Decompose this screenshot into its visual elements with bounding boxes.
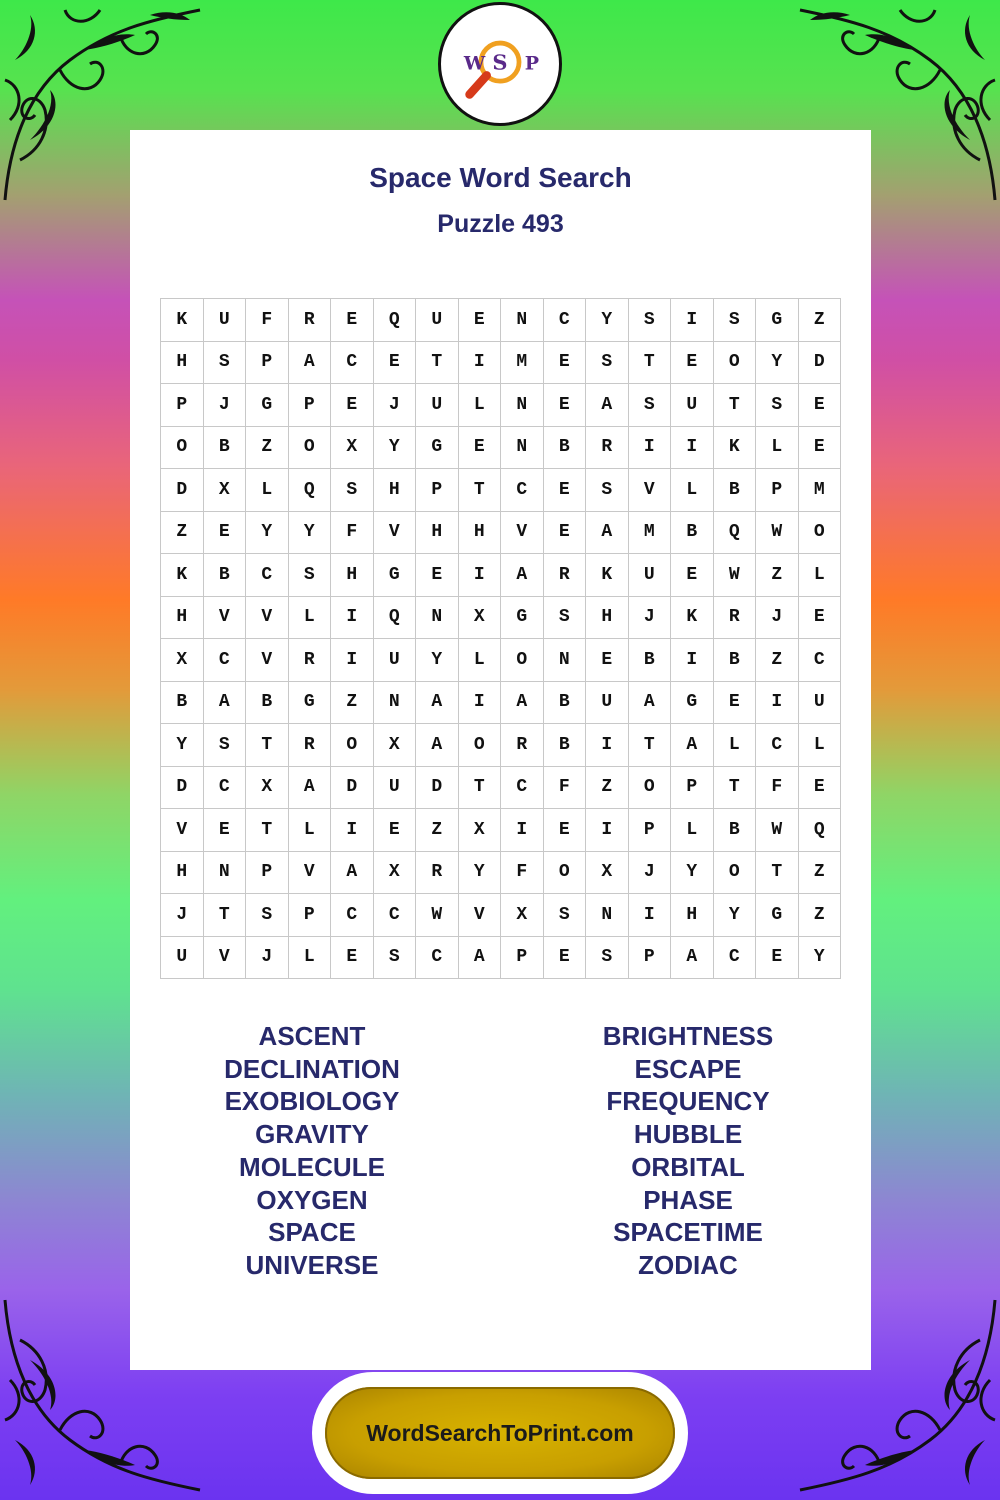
grid-cell[interactable]: R xyxy=(289,639,332,682)
website-button[interactable] xyxy=(325,1387,675,1479)
grid-cell[interactable]: K xyxy=(671,597,714,640)
grid-cell[interactable]: C xyxy=(331,894,374,937)
grid-cell[interactable]: O xyxy=(714,342,757,385)
grid-cell[interactable]: O xyxy=(714,852,757,895)
page-title: Space Word Search xyxy=(369,162,632,193)
grid-cell[interactable]: F xyxy=(544,767,587,810)
grid-cell[interactable]: B xyxy=(161,682,204,725)
grid-cell[interactable]: A xyxy=(331,852,374,895)
grid-cell[interactable]: V xyxy=(161,809,204,852)
word-item: ASCENT xyxy=(258,1021,366,1051)
word-item: UNIVERSE xyxy=(245,1249,379,1280)
grid-cell[interactable]: E xyxy=(799,427,842,470)
grid-cell[interactable]: M xyxy=(501,342,544,385)
grid-cell[interactable]: C xyxy=(501,767,544,810)
grid-cell[interactable]: T xyxy=(629,342,672,385)
grid-cell[interactable]: O xyxy=(459,724,502,767)
grid-cell[interactable]: S xyxy=(374,937,417,980)
grid-cell[interactable]: A xyxy=(416,724,459,767)
grid-cell[interactable]: R xyxy=(289,299,332,342)
grid-cell[interactable]: N xyxy=(501,299,544,342)
grid-cell[interactable]: V xyxy=(246,597,289,640)
grid-cell[interactable]: Y xyxy=(289,512,332,555)
grid-cell[interactable]: L xyxy=(671,809,714,852)
grid-cell[interactable]: L xyxy=(289,597,332,640)
magnifier-handle xyxy=(470,75,487,94)
grid-cell[interactable]: G xyxy=(246,384,289,427)
grid-cell[interactable]: V xyxy=(629,469,672,512)
grid-cell[interactable]: C xyxy=(501,469,544,512)
grid-cell[interactable]: B xyxy=(714,639,757,682)
grid-cell[interactable]: Z xyxy=(416,809,459,852)
logo-letter-s: S xyxy=(492,49,508,75)
grid-cell[interactable]: Y xyxy=(714,894,757,937)
grid-cell[interactable]: Y xyxy=(246,512,289,555)
grid-cell[interactable]: V xyxy=(501,512,544,555)
grid-cell[interactable]: T xyxy=(459,469,502,512)
grid-cell[interactable]: B xyxy=(204,427,247,470)
grid-cell[interactable]: S xyxy=(204,342,247,385)
grid-cell[interactable]: X xyxy=(374,724,417,767)
grid-cell[interactable]: A xyxy=(629,682,672,725)
grid-cell[interactable]: E xyxy=(331,384,374,427)
grid-cell[interactable]: U xyxy=(799,682,842,725)
grid-cell[interactable]: I xyxy=(331,809,374,852)
grid-cell[interactable]: H xyxy=(331,554,374,597)
grid-cell[interactable]: B xyxy=(246,682,289,725)
grid-cell[interactable]: E xyxy=(544,512,587,555)
grid-cell[interactable]: A xyxy=(416,682,459,725)
grid-cell[interactable]: T xyxy=(714,767,757,810)
grid-cell[interactable]: J xyxy=(756,597,799,640)
grid-cell[interactable]: G xyxy=(289,682,332,725)
grid-cell[interactable]: P xyxy=(671,767,714,810)
grid-cell[interactable]: E xyxy=(756,937,799,980)
grid-cell[interactable]: D xyxy=(331,767,374,810)
grid-cell[interactable]: E xyxy=(374,342,417,385)
grid-cell[interactable]: E xyxy=(799,767,842,810)
word-item: OXYGEN xyxy=(256,1184,368,1215)
grid-cell[interactable]: I xyxy=(459,342,502,385)
grid-cell[interactable]: D xyxy=(161,767,204,810)
grid-cell[interactable]: V xyxy=(374,512,417,555)
logo-letter-p: P xyxy=(524,52,540,75)
grid-cell[interactable]: Z xyxy=(799,299,842,342)
grid-cell[interactable]: U xyxy=(586,682,629,725)
grid-cell[interactable]: E xyxy=(544,937,587,980)
grid-cell[interactable]: B xyxy=(671,512,714,555)
word-item: BRIGHTNESS xyxy=(602,1021,774,1051)
grid-cell[interactable]: L xyxy=(246,469,289,512)
grid-cell[interactable]: I xyxy=(331,639,374,682)
grid-cell[interactable]: Q xyxy=(799,809,842,852)
grid-cell[interactable]: J xyxy=(161,894,204,937)
grid-cell[interactable]: T xyxy=(246,724,289,767)
grid-cell[interactable]: C xyxy=(331,342,374,385)
grid-cell[interactable]: O xyxy=(629,767,672,810)
grid-cell[interactable]: Y xyxy=(586,299,629,342)
grid-cell[interactable]: M xyxy=(629,512,672,555)
grid-cell[interactable]: A xyxy=(289,342,332,385)
grid-cell[interactable]: L xyxy=(714,724,757,767)
grid-cell[interactable]: I xyxy=(756,682,799,725)
grid-cell[interactable]: E xyxy=(374,809,417,852)
grid-cell[interactable]: I xyxy=(671,299,714,342)
grid-cell[interactable]: X xyxy=(374,852,417,895)
grid-cell[interactable]: E xyxy=(331,937,374,980)
grid-cell[interactable]: L xyxy=(459,639,502,682)
grid-cell[interactable]: Z xyxy=(799,894,842,937)
grid-cell[interactable]: E xyxy=(459,427,502,470)
grid-cell[interactable]: C xyxy=(204,767,247,810)
grid-cell[interactable]: O xyxy=(161,427,204,470)
grid-cell[interactable]: L xyxy=(756,427,799,470)
grid-cell[interactable]: U xyxy=(161,937,204,980)
grid-cell[interactable]: U xyxy=(671,384,714,427)
grid-cell[interactable]: P xyxy=(629,937,672,980)
grid-cell[interactable]: E xyxy=(799,597,842,640)
grid-cell[interactable]: N xyxy=(416,597,459,640)
grid-cell[interactable]: S xyxy=(544,894,587,937)
grid-cell[interactable]: X xyxy=(161,639,204,682)
logo-letter-w: W xyxy=(463,52,486,75)
grid-cell[interactable]: L xyxy=(289,809,332,852)
grid-cell[interactable]: A xyxy=(501,554,544,597)
grid-cell[interactable]: H xyxy=(161,852,204,895)
grid-cell[interactable]: B xyxy=(544,724,587,767)
grid-cell[interactable]: C xyxy=(204,639,247,682)
grid-cell[interactable]: W xyxy=(756,809,799,852)
grid-cell[interactable]: B xyxy=(544,682,587,725)
grid-cell[interactable]: S xyxy=(586,937,629,980)
grid-cell[interactable]: G xyxy=(756,894,799,937)
grid-cell[interactable]: A xyxy=(459,937,502,980)
grid-cell[interactable]: K xyxy=(586,554,629,597)
grid-cell[interactable]: S xyxy=(586,469,629,512)
word-item: EXOBIOLOGY xyxy=(224,1086,400,1117)
grid-cell[interactable]: I xyxy=(671,427,714,470)
word-item: SPACE xyxy=(268,1217,356,1248)
grid-cell[interactable]: H xyxy=(671,894,714,937)
grid-cell[interactable]: U xyxy=(416,384,459,427)
grid-cell[interactable]: W xyxy=(756,512,799,555)
grid-cell[interactable]: Y xyxy=(374,427,417,470)
word-item: MOLECULE xyxy=(239,1151,385,1182)
grid-cell[interactable]: F xyxy=(331,512,374,555)
grid-cell[interactable]: K xyxy=(714,427,757,470)
grid-cell[interactable]: V xyxy=(204,937,247,980)
grid-cell[interactable]: S xyxy=(204,724,247,767)
grid-cell[interactable]: J xyxy=(374,384,417,427)
grid-cell[interactable]: I xyxy=(459,682,502,725)
grid-cell[interactable]: H xyxy=(459,512,502,555)
grid-cell[interactable]: N xyxy=(501,427,544,470)
grid-cell[interactable]: S xyxy=(714,299,757,342)
grid-cell[interactable]: Z xyxy=(331,682,374,725)
grid-cell[interactable]: U xyxy=(374,767,417,810)
puzzle-number: Puzzle 493 xyxy=(437,210,564,238)
grid-cell[interactable]: I xyxy=(331,597,374,640)
grid-cell[interactable]: I xyxy=(671,639,714,682)
grid-cell[interactable]: Y xyxy=(671,852,714,895)
grid-cell[interactable]: P xyxy=(416,469,459,512)
grid-cell[interactable]: S xyxy=(331,469,374,512)
grid-cell[interactable]: Y xyxy=(416,639,459,682)
grid-cell[interactable]: L xyxy=(459,384,502,427)
grid-cell[interactable]: Q xyxy=(374,299,417,342)
grid-cell[interactable]: D xyxy=(161,469,204,512)
grid-cell[interactable]: E xyxy=(671,342,714,385)
word-list-left xyxy=(152,1020,472,1282)
grid-cell[interactable]: A xyxy=(671,724,714,767)
grid-cell[interactable]: R xyxy=(714,597,757,640)
grid-cell[interactable]: V xyxy=(246,639,289,682)
grid-cell[interactable]: Z xyxy=(246,427,289,470)
grid-cell[interactable]: T xyxy=(416,342,459,385)
grid-cell[interactable]: P xyxy=(246,342,289,385)
grid-cell[interactable]: B xyxy=(204,554,247,597)
grid-cell[interactable]: C xyxy=(544,299,587,342)
grid-cell[interactable]: O xyxy=(501,639,544,682)
grid-cell[interactable]: L xyxy=(799,724,842,767)
grid-cell[interactable]: G xyxy=(416,427,459,470)
grid-cell[interactable]: S xyxy=(756,384,799,427)
grid-cell[interactable]: Y xyxy=(756,342,799,385)
grid-cell[interactable]: Y xyxy=(459,852,502,895)
word-item: SPACETIME xyxy=(613,1217,763,1248)
grid-cell[interactable]: V xyxy=(204,597,247,640)
grid-cell[interactable]: M xyxy=(799,469,842,512)
grid-cell[interactable]: J xyxy=(246,937,289,980)
grid-cell[interactable]: Z xyxy=(799,852,842,895)
website-label: WordSearchToPrint.com xyxy=(366,1419,634,1446)
grid-cell[interactable]: I xyxy=(586,724,629,767)
grid-cell[interactable]: N xyxy=(501,384,544,427)
grid-cell[interactable]: P xyxy=(289,384,332,427)
grid-cell[interactable]: Q xyxy=(289,469,332,512)
grid-cell[interactable]: P xyxy=(756,469,799,512)
grid-cell[interactable]: A xyxy=(671,937,714,980)
grid-cell[interactable]: O xyxy=(289,427,332,470)
grid-cell[interactable]: T xyxy=(629,724,672,767)
grid-cell[interactable]: X xyxy=(459,597,502,640)
grid-cell[interactable]: I xyxy=(586,809,629,852)
grid-cell[interactable]: H xyxy=(161,597,204,640)
grid-cell[interactable]: V xyxy=(289,852,332,895)
grid-cell[interactable]: D xyxy=(416,767,459,810)
grid-cell[interactable]: Z xyxy=(756,554,799,597)
grid-cell[interactable]: H xyxy=(586,597,629,640)
grid-cell[interactable]: T xyxy=(756,852,799,895)
grid-cell[interactable]: E xyxy=(544,469,587,512)
grid-cell[interactable]: R xyxy=(544,554,587,597)
grid-cell[interactable]: S xyxy=(629,299,672,342)
grid-cell[interactable]: K xyxy=(161,299,204,342)
grid-cell[interactable]: E xyxy=(799,384,842,427)
grid-cell[interactable]: P xyxy=(289,894,332,937)
grid-cell[interactable]: O xyxy=(331,724,374,767)
grid-cell[interactable]: T xyxy=(714,384,757,427)
grid-cell[interactable]: U xyxy=(629,554,672,597)
grid-cell[interactable]: Q xyxy=(714,512,757,555)
grid-cell[interactable]: P xyxy=(501,937,544,980)
word-item: PHASE xyxy=(643,1184,733,1215)
grid-cell[interactable]: C xyxy=(246,554,289,597)
grid-cell[interactable]: Y xyxy=(161,724,204,767)
grid-cell[interactable]: B xyxy=(544,427,587,470)
grid-cell[interactable]: A xyxy=(289,767,332,810)
grid-cell[interactable]: Z xyxy=(161,512,204,555)
grid-cell[interactable]: A xyxy=(586,384,629,427)
grid-cell[interactable]: F xyxy=(501,852,544,895)
grid-cell[interactable]: C xyxy=(416,937,459,980)
word-list-right xyxy=(528,1020,848,1282)
grid-cell[interactable]: E xyxy=(586,639,629,682)
word-item: ZODIAC xyxy=(638,1249,738,1280)
grid-cell[interactable]: Z xyxy=(586,767,629,810)
grid-cell[interactable]: R xyxy=(289,724,332,767)
grid-cell[interactable]: P xyxy=(246,852,289,895)
puzzle-card xyxy=(130,130,871,1370)
grid-cell[interactable]: X xyxy=(246,767,289,810)
grid-cell[interactable]: N xyxy=(544,639,587,682)
grid-cell[interactable]: X xyxy=(586,852,629,895)
letter-grid xyxy=(160,298,841,979)
grid-cell[interactable]: Q xyxy=(374,597,417,640)
grid-cell[interactable]: B xyxy=(629,639,672,682)
grid-cell[interactable]: E xyxy=(204,512,247,555)
grid-cell[interactable]: Y xyxy=(799,937,842,980)
grid-cell[interactable]: B xyxy=(714,469,757,512)
grid-cell[interactable]: I xyxy=(629,427,672,470)
grid-cell[interactable]: O xyxy=(544,852,587,895)
grid-cell[interactable]: W xyxy=(416,894,459,937)
grid-cell[interactable]: H xyxy=(416,512,459,555)
grid-cell[interactable]: U xyxy=(374,639,417,682)
grid-cell[interactable]: I xyxy=(459,554,502,597)
grid-cell[interactable]: E xyxy=(459,299,502,342)
grid-cell[interactable]: X xyxy=(204,469,247,512)
grid-cell[interactable]: E xyxy=(544,809,587,852)
grid-cell[interactable]: P xyxy=(161,384,204,427)
grid-cell[interactable]: X xyxy=(331,427,374,470)
grid-cell[interactable]: G xyxy=(374,554,417,597)
grid-cell[interactable]: J xyxy=(629,597,672,640)
grid-cell[interactable]: N xyxy=(374,682,417,725)
grid-cell[interactable]: G xyxy=(756,299,799,342)
grid-cell[interactable]: J xyxy=(204,384,247,427)
grid-cell[interactable]: E xyxy=(544,384,587,427)
word-item: ORBITAL xyxy=(631,1151,745,1182)
grid-cell[interactable]: O xyxy=(799,512,842,555)
grid-cell[interactable]: C xyxy=(799,639,842,682)
grid-cell[interactable]: C xyxy=(374,894,417,937)
grid-cell[interactable]: W xyxy=(714,554,757,597)
grid-cell[interactable]: E xyxy=(416,554,459,597)
grid-cell[interactable]: T xyxy=(459,767,502,810)
grid-cell[interactable]: L xyxy=(671,469,714,512)
grid-cell[interactable]: U xyxy=(416,299,459,342)
grid-cell[interactable]: E xyxy=(714,682,757,725)
grid-cell[interactable]: E xyxy=(331,299,374,342)
grid-cell[interactable]: X xyxy=(459,809,502,852)
grid-cell[interactable]: V xyxy=(459,894,502,937)
grid-cell[interactable]: B xyxy=(714,809,757,852)
grid-cell[interactable]: R xyxy=(586,427,629,470)
word-item: FREQUENCY xyxy=(606,1086,770,1117)
grid-cell[interactable]: E xyxy=(204,809,247,852)
word-item: GRAVITY xyxy=(255,1119,369,1150)
grid-cell[interactable]: F xyxy=(246,299,289,342)
grid-cell[interactable]: Z xyxy=(756,639,799,682)
grid-cell[interactable]: U xyxy=(204,299,247,342)
grid-cell[interactable]: S xyxy=(586,342,629,385)
wsp-logo[interactable] xyxy=(438,2,562,126)
grid-cell[interactable]: T xyxy=(246,809,289,852)
grid-cell[interactable]: A xyxy=(586,512,629,555)
grid-cell[interactable]: E xyxy=(671,554,714,597)
word-item: HUBBLE xyxy=(633,1119,743,1150)
grid-cell[interactable]: S xyxy=(544,597,587,640)
grid-cell[interactable]: I xyxy=(629,894,672,937)
grid-cell[interactable]: A xyxy=(501,682,544,725)
grid-cell[interactable]: R xyxy=(416,852,459,895)
grid-cell[interactable]: L xyxy=(289,937,332,980)
grid-cell[interactable]: H xyxy=(161,342,204,385)
grid-cell[interactable]: A xyxy=(204,682,247,725)
grid-cell[interactable]: J xyxy=(629,852,672,895)
grid-cell[interactable]: S xyxy=(629,384,672,427)
grid-cell[interactable]: G xyxy=(671,682,714,725)
grid-cell[interactable]: K xyxy=(161,554,204,597)
grid-cell[interactable]: S xyxy=(289,554,332,597)
grid-cell[interactable]: T xyxy=(204,894,247,937)
grid-cell[interactable]: I xyxy=(501,809,544,852)
grid-cell[interactable]: G xyxy=(501,597,544,640)
grid-cell[interactable]: X xyxy=(501,894,544,937)
grid-cell[interactable]: N xyxy=(586,894,629,937)
word-item: DECLINATION xyxy=(224,1053,400,1084)
grid-cell[interactable]: S xyxy=(246,894,289,937)
grid-cell[interactable]: P xyxy=(629,809,672,852)
grid-cell[interactable]: D xyxy=(799,342,842,385)
grid-cell[interactable]: R xyxy=(501,724,544,767)
grid-cell[interactable]: C xyxy=(756,724,799,767)
grid-cell[interactable]: F xyxy=(756,767,799,810)
grid-cell[interactable]: C xyxy=(714,937,757,980)
word-item: ESCAPE xyxy=(634,1053,742,1084)
grid-cell[interactable]: E xyxy=(544,342,587,385)
grid-cell[interactable]: L xyxy=(799,554,842,597)
grid-cell[interactable]: N xyxy=(204,852,247,895)
grid-cell[interactable]: H xyxy=(374,469,417,512)
